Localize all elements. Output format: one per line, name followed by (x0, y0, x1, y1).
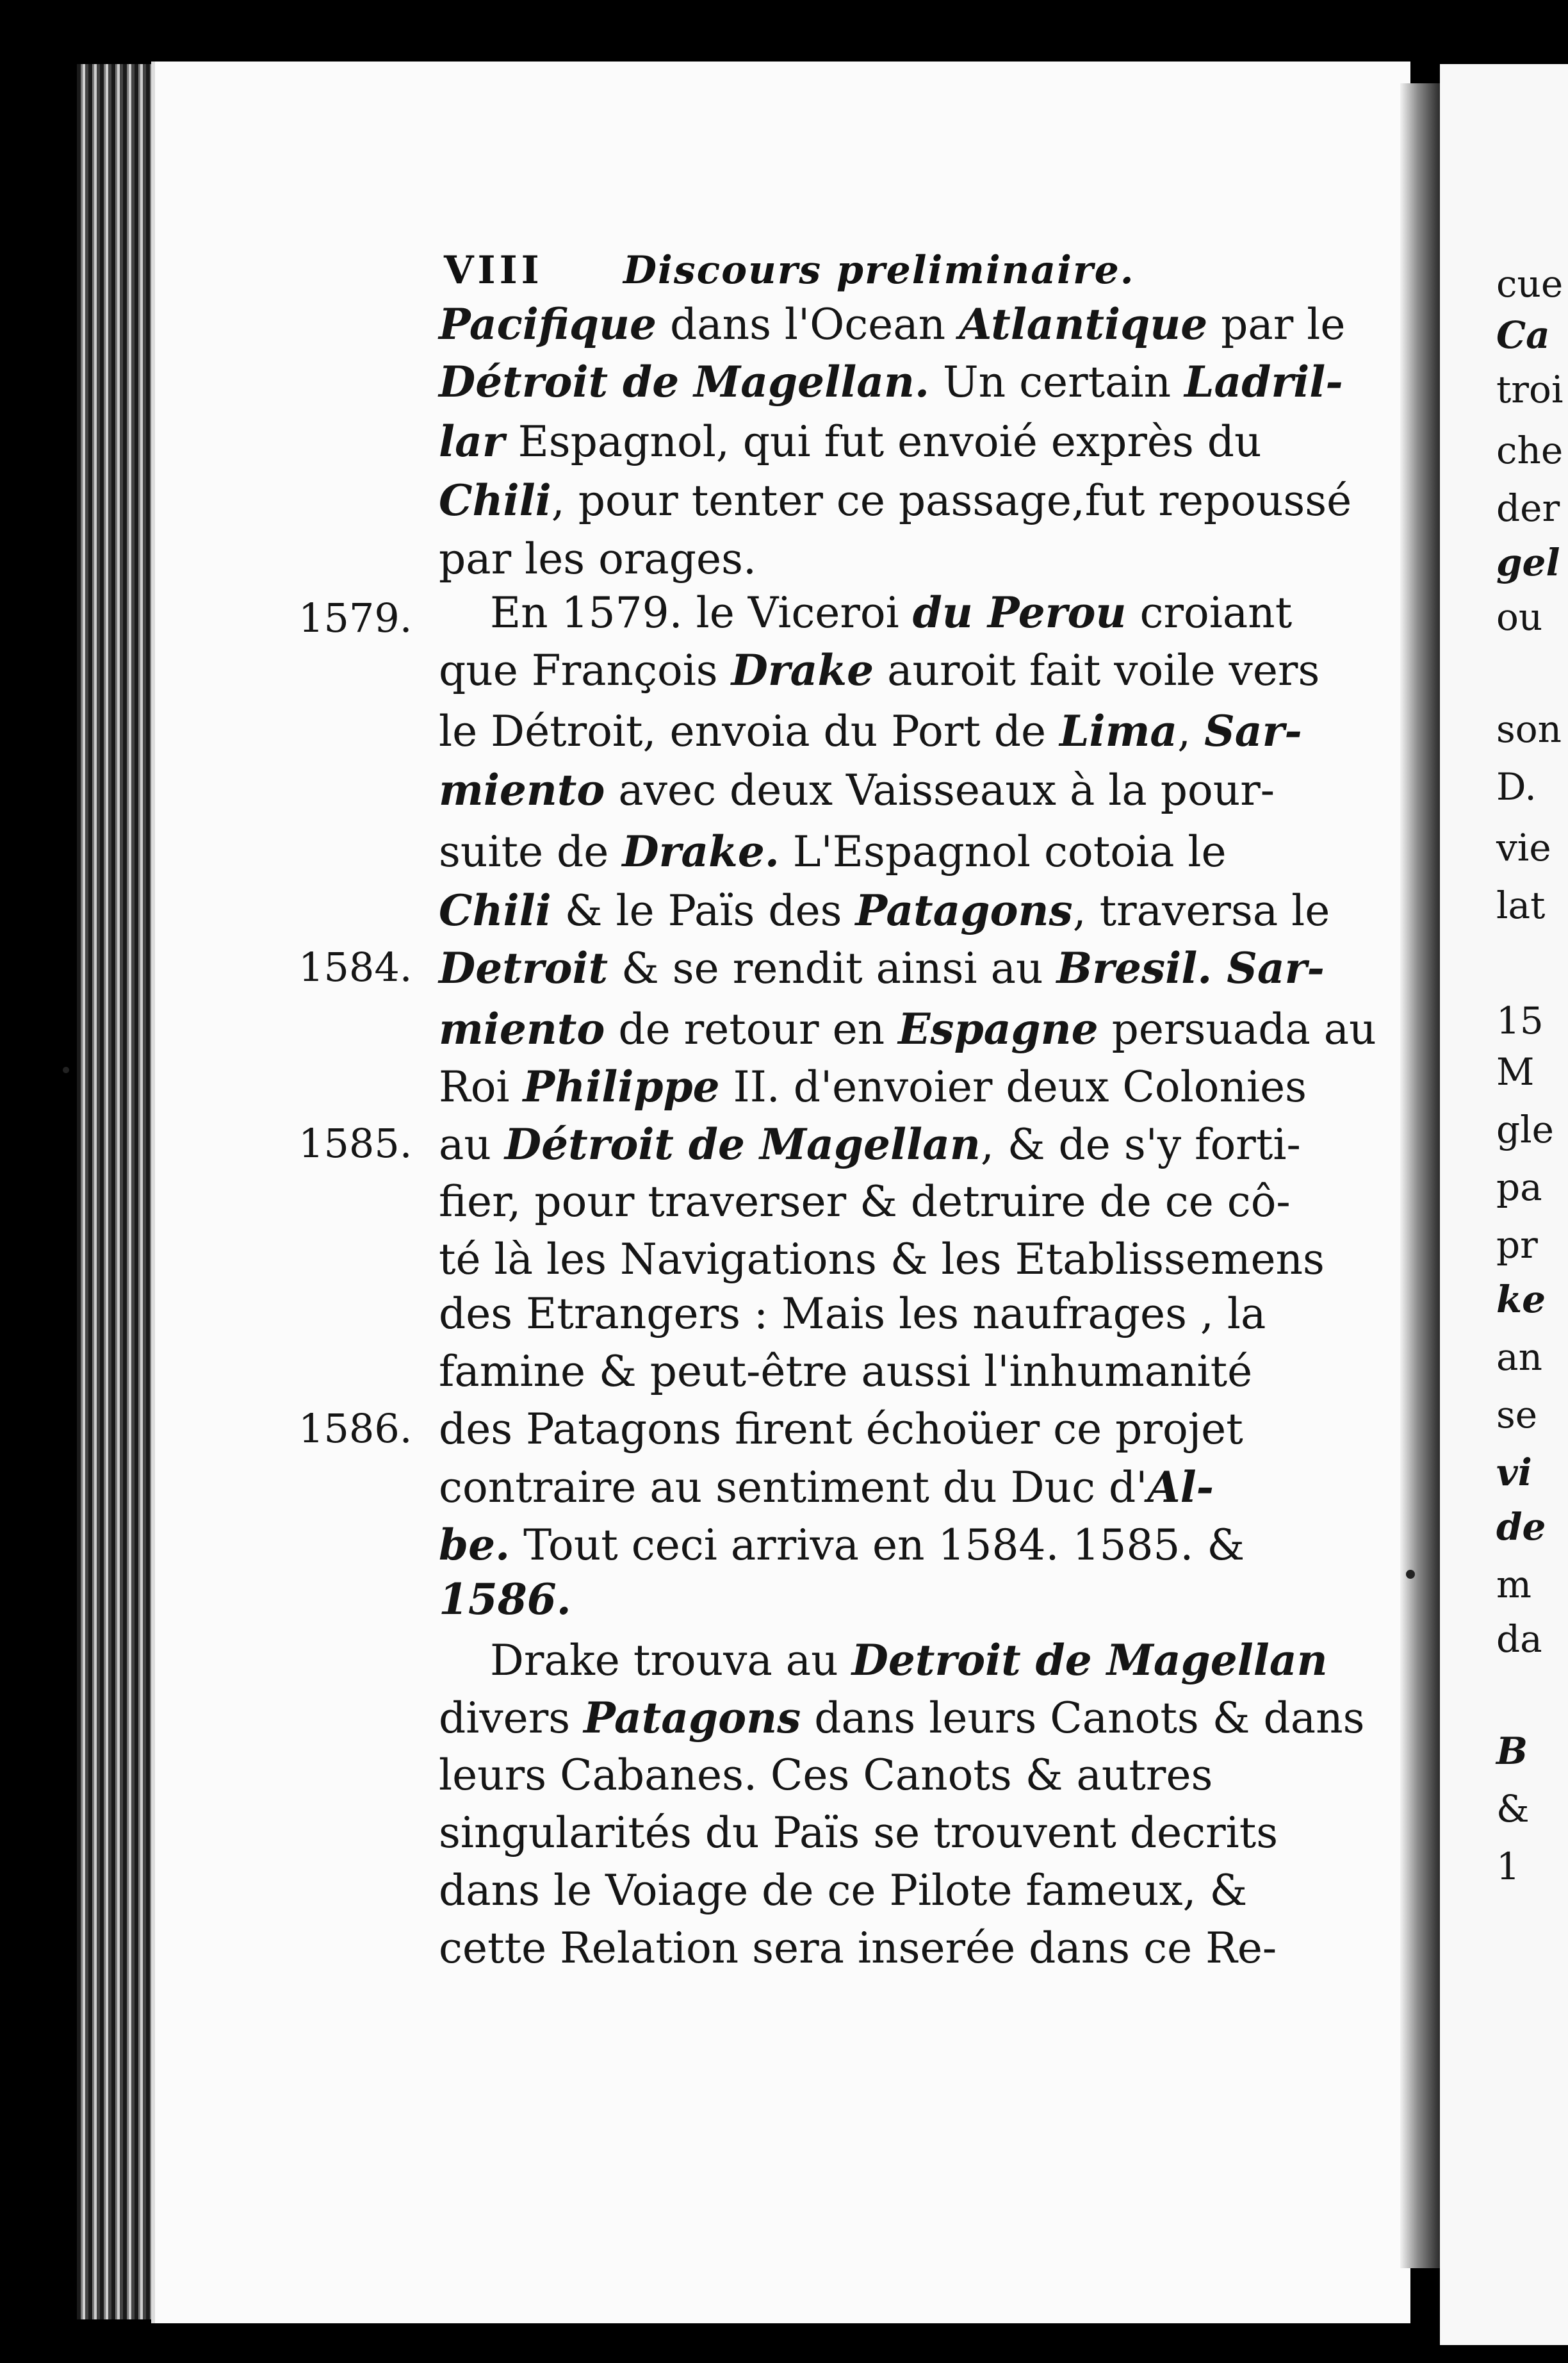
facing-page-fragment: de (1496, 1505, 1546, 1549)
italic-run: lar (439, 416, 505, 466)
text-run: contraire au sentiment du Duc d' (439, 1463, 1148, 1512)
text-line (439, 1688, 1365, 1747)
italic-run: Atlantique (959, 299, 1208, 349)
running-head (444, 238, 1213, 302)
ink-speck (63, 1067, 69, 1073)
facing-page-fragment: cue (1496, 262, 1564, 306)
facing-page-fragment: 15 (1496, 999, 1544, 1042)
facing-page-fragment: & (1496, 1787, 1530, 1831)
text-run: , & de s'y forti- (980, 1120, 1301, 1169)
italic-run: Lima (1059, 706, 1178, 756)
text-run: des Patagons firent échoüer ce projet (439, 1404, 1243, 1454)
margin-year: 1579. (298, 595, 412, 641)
facing-page-fragment: m (1496, 1563, 1531, 1606)
italic-run: Sar- (1204, 706, 1302, 756)
text-line (490, 1631, 1328, 1690)
facing-page-fragment: ou (1496, 595, 1543, 639)
facing-page-fragment: da (1496, 1617, 1542, 1661)
ink-speck (1406, 1570, 1415, 1579)
italic-run: Détroit de Magellan (504, 1119, 981, 1169)
text-run: , pour tenter ce passage,fut repoussé (551, 476, 1352, 525)
text-run: par les orages. (439, 534, 756, 584)
text-run: le Détroit, envoia du Port de (439, 707, 1060, 756)
text-run: dans leurs Canots & dans (801, 1693, 1365, 1743)
facing-page-fragment: pr (1496, 1223, 1538, 1267)
text-line (439, 1861, 1323, 1920)
facing-page-fragment: an (1496, 1335, 1542, 1379)
text-line (439, 1919, 1323, 1978)
text-line (439, 1342, 1323, 1401)
facing-page-fragment: M (1496, 1050, 1535, 1094)
margin-year: 1586. (298, 1405, 412, 1452)
text-line (439, 641, 1323, 700)
text-run: persuada au (1098, 1005, 1376, 1054)
running-head-title: Discours preliminaire. (623, 248, 1135, 293)
italic-run: Chili (439, 475, 551, 525)
facing-page-fragment: Ca (1496, 313, 1550, 357)
facing-page-fragment: gle (1496, 1108, 1555, 1151)
italic-run: Bresil. Sar- (1056, 943, 1325, 993)
italic-run: 1586. (439, 1574, 571, 1624)
text-run: L'Espagnol cotoia le (779, 827, 1227, 877)
italic-run: Al- (1147, 1462, 1214, 1512)
text-line (439, 1458, 1323, 1517)
text-run: leurs Cabanes. Ces Canots & autres (439, 1750, 1213, 1800)
text-run: Espagnol, qui fut envoié exprès du (504, 417, 1262, 466)
facing-page-fragment: der (1496, 486, 1560, 530)
facing-page-fragment: se (1496, 1393, 1538, 1437)
text-line (439, 1230, 1323, 1289)
italic-run: Drake (731, 645, 874, 695)
text-run: Drake trouva au (490, 1636, 852, 1685)
italic-run: du Perou (912, 588, 1127, 638)
text-run: En 1579. le Viceroi (490, 588, 913, 638)
text-line (439, 412, 1323, 471)
italic-run: Detroit (439, 943, 608, 993)
margin-year: 1585. (298, 1120, 412, 1167)
facing-page-fragment: che (1496, 429, 1564, 472)
italic-run: Chili (439, 885, 551, 935)
text-line (439, 295, 1346, 354)
italic-run: be. (439, 1520, 510, 1570)
page-gutter-shadow (1400, 83, 1440, 2268)
text-run: & se rendit ainsi au (608, 944, 1057, 993)
text-run: par le (1207, 300, 1346, 349)
text-run: suite de (439, 827, 623, 877)
text-line (439, 530, 1323, 589)
facing-page-fragment: vi (1496, 1451, 1532, 1494)
text-run: , (1177, 707, 1205, 756)
text-run: dans le Voiage de ce Pilote fameux, & (439, 1866, 1248, 1915)
text-run: croiant (1126, 588, 1293, 638)
facing-page-fragment: B (1496, 1729, 1528, 1773)
text-line (439, 822, 1323, 881)
page-number: VIII (444, 248, 543, 293)
text-run: II. d'envoier deux Colonies (719, 1062, 1307, 1112)
text-line (439, 1515, 1323, 1574)
text-line (439, 1285, 1323, 1344)
text-run: avec deux Vaisseaux à la pour- (605, 766, 1275, 815)
book-spine (77, 64, 160, 2319)
text-run: , traversa le (1072, 886, 1330, 935)
italic-run: Patagons (584, 1693, 801, 1743)
italic-run: Detroit de Magellan (851, 1635, 1328, 1685)
text-line (439, 471, 1352, 530)
facing-page-fragment: ke (1496, 1278, 1546, 1321)
text-line (439, 1746, 1323, 1805)
italic-run: Pacifique (439, 299, 657, 349)
text-line (439, 1804, 1323, 1863)
italic-run: Philippe (523, 1062, 720, 1112)
text-run: fier, pour traverser & detruire de ce cô- (439, 1177, 1291, 1226)
facing-page-fragment: vie (1496, 826, 1551, 869)
italic-run: Détroit de Magellan. (439, 357, 929, 407)
italic-run: miento (439, 765, 605, 815)
facing-page-fragment: lat (1496, 884, 1546, 927)
text-run: divers (439, 1693, 584, 1743)
facing-page-fragment: gel (1496, 541, 1560, 584)
text-line (439, 761, 1323, 819)
text-line (439, 1115, 1323, 1174)
facing-page-fragment: pa (1496, 1165, 1542, 1209)
text-run: auroit fait voile vers (874, 646, 1320, 695)
facing-page-fragment: 1 (1496, 1845, 1520, 1888)
text-line (439, 1570, 1323, 1629)
text-line (439, 1173, 1323, 1231)
text-run: Un certain (929, 358, 1185, 407)
text-run: de retour en (605, 1005, 899, 1054)
text-run: Tout ceci arriva en 1584. 1585. & (510, 1520, 1245, 1570)
text-run: té là les Navigations & les Etablissemens (439, 1235, 1325, 1284)
italic-run: Ladril- (1184, 357, 1343, 407)
text-run: Roi (439, 1062, 523, 1112)
margin-year: 1584. (298, 944, 412, 991)
text-run: singularités du Païs se trouvent decrits (439, 1808, 1278, 1857)
text-line (490, 583, 1323, 642)
text-line (439, 1400, 1323, 1459)
italic-run: Espagne (898, 1004, 1098, 1054)
text-line (439, 1057, 1323, 1116)
facing-page-fragment: son (1496, 707, 1562, 751)
italic-run: Drake. (622, 827, 780, 877)
text-run: cette Relation sera inserée dans ce Re- (439, 1923, 1277, 1973)
text-run: que François (439, 646, 731, 695)
text-run: & le Païs des (551, 886, 856, 935)
text-run: au (439, 1120, 505, 1169)
text-run: des Etrangers : Mais les naufrages , la (439, 1289, 1266, 1338)
text-run: dans l'Ocean (657, 300, 960, 349)
text-line (439, 702, 1323, 761)
text-line (439, 881, 1330, 940)
text-line (439, 1000, 1376, 1058)
text-run: famine & peut-être aussi l'inhumanité (439, 1347, 1253, 1396)
facing-page-fragment: D. (1496, 765, 1537, 809)
text-line (439, 939, 1323, 998)
facing-page-fragment: troi (1496, 368, 1564, 411)
italic-run: miento (439, 1004, 605, 1054)
text-line (439, 352, 1343, 411)
italic-run: Patagons (855, 885, 1073, 935)
